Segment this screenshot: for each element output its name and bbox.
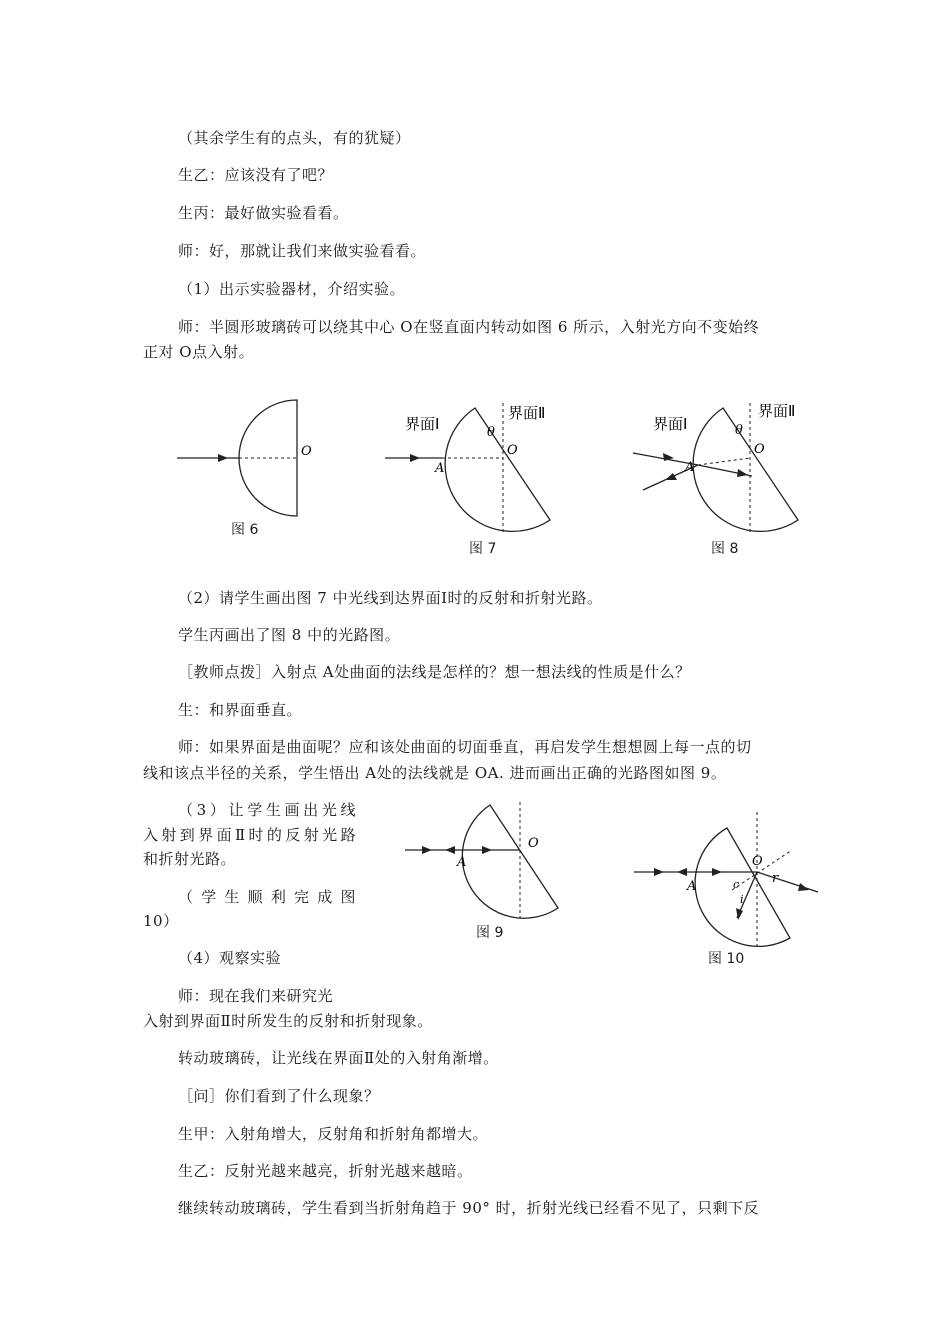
figure-10-caption: 图 10 (708, 951, 745, 967)
figure-8 (628, 398, 828, 538)
label-a: A (685, 460, 695, 475)
semicircle-glass (462, 805, 558, 918)
paragraph: （3）让学生画出光线 (178, 801, 356, 819)
refracted-ray (757, 872, 818, 892)
semicircle-glass (695, 828, 790, 946)
paragraph: 入射到界面Ⅱ时的反射光路 (143, 826, 356, 844)
paragraph: （4）观察实验 (178, 949, 282, 967)
paragraph: 师：如果界面是曲面呢？应和该处曲面的切面垂直，再启发学生想想圆上每一点的切 (178, 738, 752, 756)
arrow-icon (445, 846, 455, 854)
label-a: A (435, 461, 445, 476)
label-interface-2: 界面Ⅱ (758, 402, 796, 420)
figure-6-caption: 图 6 (231, 522, 259, 538)
paragraph: 和折射光路。 (143, 850, 237, 868)
label-r: r (772, 871, 779, 886)
figure-7-caption: 图 7 (469, 541, 497, 557)
paragraph: 生乙：应该没有了吧？ (178, 166, 334, 184)
paragraph: 入射到界面Ⅱ时所发生的反射和折射现象。 (143, 1012, 433, 1030)
paragraph: （2）请学生画出图 7 中光线到达界面Ⅰ时的反射和折射光路。 (178, 589, 603, 607)
paragraph: 师：半圆形玻璃砖可以绕其中心 O在竖直面内转动如图 6 所示，入射光方向不变始终 (178, 318, 760, 336)
arrow-icon (736, 908, 743, 920)
arrow-icon (737, 469, 748, 477)
paragraph: ［教师点拨］入射点 A处曲面的法线是怎样的？想一想法线的性质是什么？ (178, 663, 691, 681)
arrow-icon (654, 868, 664, 876)
figure-6 (172, 398, 332, 518)
arrow-icon (677, 868, 687, 876)
paragraph: 师：现在我们来研究光 (178, 987, 334, 1005)
arrow-icon (712, 868, 722, 876)
figure-9-caption: 图 9 (476, 925, 504, 941)
arrow-icon (798, 883, 809, 891)
paragraph: （其余学生有的点头，有的犹疑） (178, 129, 411, 147)
figure-9 (400, 800, 580, 920)
arrow-icon (218, 454, 228, 462)
paragraph: 转动玻璃砖，让光线在界面Ⅱ处的入射角渐增。 (178, 1049, 499, 1067)
label-o: O (507, 443, 518, 458)
semicircle-glass (693, 408, 798, 531)
label-interface-1: 界面Ⅰ (653, 415, 688, 433)
paragraph: 生丙：最好做实验看看。 (178, 204, 349, 222)
paragraph: 生乙：反射光越来越亮，折射光越来越暗。 (178, 1162, 473, 1180)
paragraph: ［问］你们看到了什么现象？ (178, 1087, 380, 1105)
label-o: O (754, 442, 765, 457)
figure-8-caption: 图 8 (711, 541, 739, 557)
label-c: c (733, 878, 740, 891)
paragraph: （学生顺利完成图 (178, 888, 356, 906)
paragraph: 生甲：入射角增大，反射角和折射角都增大。 (178, 1125, 489, 1143)
paragraph: 继续转动玻璃砖，学生看到当折射角趋于 90° 时，折射光线已经看不见了，只剩下反 (178, 1199, 760, 1217)
label-a: A (687, 879, 697, 894)
paragraph: 正对 O点入射。 (143, 343, 255, 361)
figure-10 (632, 810, 822, 948)
arrow-icon (665, 473, 677, 480)
arrow-icon (410, 454, 420, 462)
paragraph: 学生丙画出了图 8 中的光路图。 (178, 626, 401, 644)
arrow-icon (482, 846, 492, 854)
figure-7 (380, 398, 580, 538)
dashed-axis (698, 458, 750, 465)
label-o: O (752, 854, 763, 869)
paragraph: 10） (143, 912, 179, 930)
paragraph: 线和该点半径的关系，学生悟出 A处的法线就是 OA. 进而画出正确的光路图如图 9。 (143, 764, 727, 782)
paragraph: （1）出示实验器材，介绍实验。 (178, 280, 406, 298)
label-o: O (528, 836, 539, 851)
label-interface-1: 界面Ⅰ (405, 415, 440, 433)
semicircle-glass (445, 408, 550, 531)
label-a: A (457, 855, 467, 870)
arrow-icon (422, 846, 432, 854)
label-theta: θ (735, 423, 743, 438)
label-interface-2: 界面Ⅱ (508, 404, 546, 422)
label-i: i (740, 893, 744, 906)
label-o: O (301, 444, 312, 459)
paragraph: 师：好，那就让我们来做实验看看。 (178, 242, 427, 260)
paragraph: 生：和界面垂直。 (178, 701, 303, 719)
label-theta: θ (487, 425, 495, 440)
